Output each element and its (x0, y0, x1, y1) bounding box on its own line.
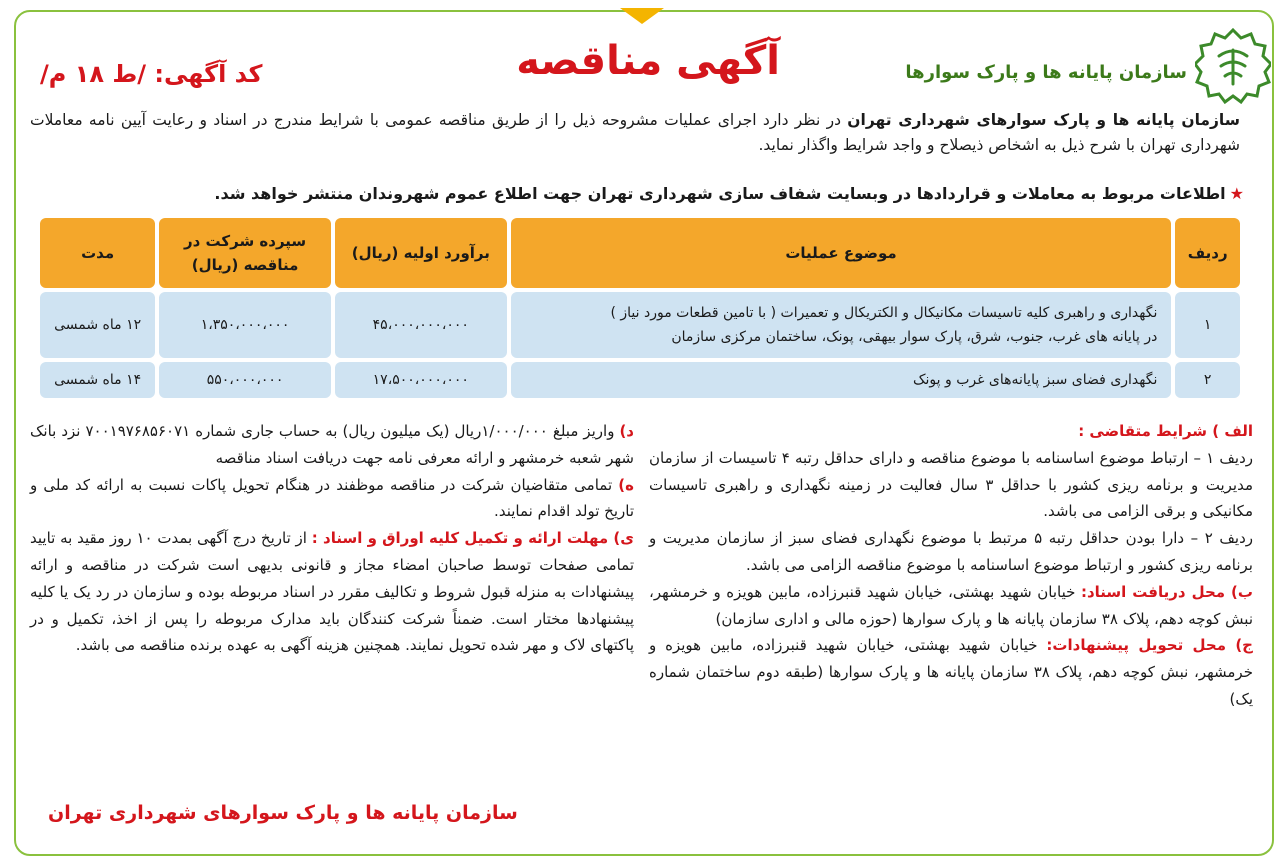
cell-deposit: ۱،۳۵۰،۰۰۰،۰۰۰ (159, 292, 331, 358)
tehran-municipality-logo-icon (1195, 28, 1271, 104)
section-jim-title: ج) محل تحویل پیشنهادات: (1046, 636, 1253, 655)
subject-line: در پایانه های غرب، جنوب، شرق، پارک سوار بیهقی، پونک، ساختمان مرکزی سازمان (671, 329, 1158, 345)
tender-table (36, 214, 1244, 402)
page-title: آگهی مناقصه (516, 38, 780, 84)
cell-estimate: ۴۵،۰۰۰،۰۰۰،۰۰۰ (335, 292, 507, 358)
notice-text: اطلاعات مربوط به معاملات و قراردادها در وبسایت شفاف سازی شهرداری تهران جهت اطلاع عموم شهروندان منتشر خواهد شد. (214, 184, 1226, 203)
table-row (40, 362, 1240, 398)
subject-line: نگهداری و راهبری کلیه تاسیسات مکانیکال و الکتریکال و تعمیرات ( با تامین قطعات مورد نیاز ) (610, 305, 1158, 321)
table-header-row (40, 218, 1240, 288)
section-he-text: تمامی متقاضیان شرکت در مناقصه موظفند در هنگام تحویل پاکات نسبت به ارائه کد ملی و تاریخ تولد اقدام نمایند. (30, 475, 634, 521)
section-ye (30, 525, 634, 659)
section-jim-text: خیابان شهید بهشتی، خیابان شهید قنبرزاده، مابین هویزه و خرمشهر، نبش کوچه دهم، پلاک ۳۸ سازمان پایانه ها و پارک سوارها (طبقه دوم ساختمان شماره یک) (649, 636, 1253, 708)
cell-subject (511, 362, 1172, 398)
cell-estimate: ۱۷،۵۰۰،۰۰۰،۰۰۰ (335, 362, 507, 398)
section-alef-row2: ردیف ۲ – دارا بودن حداقل رتبه ۵ مرتبط با موضوع نگهداری فضای سبز از سازمان مدیریت و برنامه ریزی کشور و ارتباط موضوع اساسنامه با موضوع مناقصه الزامی می باشد. (649, 529, 1253, 574)
cell-duration: ۱۴ ماه شمسی (40, 362, 155, 398)
conditions-column (649, 418, 1253, 713)
footer-signature: سازمان پایانه ها و پارک سوارهای شهرداری تهران (48, 802, 518, 824)
header-duration: مدت (40, 218, 155, 288)
section-he-title: ه) (618, 475, 634, 494)
section-dal (30, 418, 634, 472)
section-be-text: خیابان شهید بهشتی، خیابان شهید قنبرزاده، مابین هویزه و خرمشهر، نبش کوچه دهم، پلاک ۳۸ سازمان پایانه ها و پارک سوارها (حوزه مالی و اداری سازمان) (649, 582, 1253, 628)
intro-org-bold: سازمان پایانه ها و پارک سوارهای شهرداری تهران (847, 111, 1240, 129)
transparency-notice (30, 184, 1244, 203)
ad-code: کد آگهی: /ط ۱۸ م/ (40, 60, 263, 88)
section-ye-title: ی) مهلت ارائه و تکمیل کلیه اوراق و اسناد : (311, 529, 635, 548)
cell-row-number: ۲ (1175, 362, 1240, 398)
section-jim (649, 632, 1253, 712)
section-be (649, 579, 1253, 633)
section-alef-title: الف ) شرایط متقاضی : (1078, 422, 1253, 440)
cell-deposit: ۵۵۰،۰۰۰،۰۰۰ (159, 362, 331, 398)
instructions-column (30, 418, 634, 659)
top-notch-decoration (620, 8, 664, 24)
cell-subject (511, 292, 1172, 358)
header-deposit: سپرده شرکت در مناقصه (ریال) (159, 218, 331, 288)
intro-text: در نظر دارد اجرای عملیات مشروحه ذیل را از طریق مناقصه عمومی با شرایط مندرج در اسناد و رعایت آیین نامه معاملات شهرداری تهران با شرح ذیل به اشخاص ذیصلاح و واجد شرایط واگذار نماید. (30, 111, 1240, 154)
section-be-title: ب) محل دریافت اسناد: (1080, 582, 1253, 601)
header-estimate: برآورد اولیه (ریال) (335, 218, 507, 288)
star-icon: ★ (1229, 184, 1244, 203)
subject-line: نگهداری فضای سبز پایانه‌های غرب و پونک (913, 372, 1158, 388)
section-alef (649, 418, 1253, 445)
section-dal-text: واریز مبلغ ۱/۰۰۰/۰۰۰ریال (یک میلیون ریال) به حساب جاری شماره ۷۰۰۱۹۷۶۸۵۶۰۷۱ نزد بانک شهر شعبه خرمشهر و ارائه معرفی نامه جهت دریافت اسناد مناقصه (30, 422, 634, 467)
section-he (30, 472, 634, 526)
cell-duration: ۱۲ ماه شمسی (40, 292, 155, 358)
organization-name: سازمان پایانه ها و پارک سوارها (905, 62, 1187, 83)
table-row (40, 292, 1240, 358)
section-ye-text: از تاریخ درج آگهی بمدت ۱۰ روز مقید به تایید تمامی صفحات توسط صاحبان امضاء مجاز و قانونی بدیهی است شرکت در مناقصه و ارائه پیشنهادات به منزله قبول شروط و تکالیف مقرر در اسناد مربوطه بوده و سازمان در رد یک یا کلیه پیشنهادها مختار است. ضمناً شرکت کنندگان باید مدارک مربوطه را پس از اخذ، تکمیل و در پاکتهای لاک و مهر شده تحویل نمایند. همچنین هزینه آگهی به عهده برنده مناقصه می باشد. (30, 529, 634, 655)
header-row-number: ردیف (1175, 218, 1240, 288)
cell-row-number: ۱ (1175, 292, 1240, 358)
header-subject: موضوع عملیات (511, 218, 1172, 288)
intro-paragraph (30, 108, 1240, 158)
section-dal-title: د) (619, 422, 635, 440)
section-alef-row1: ردیف ۱ – ارتباط موضوع اساسنامه با موضوع مناقصه و دارای حداقل رتبه ۴ تاسیسات از سازمان مدیریت و برنامه ریزی کشور با حداقل ۳ سال فعالیت در زمینه نگهداری و راهبری تاسیسات مکانیکی و برقی الزامی می باشد. (649, 448, 1254, 521)
